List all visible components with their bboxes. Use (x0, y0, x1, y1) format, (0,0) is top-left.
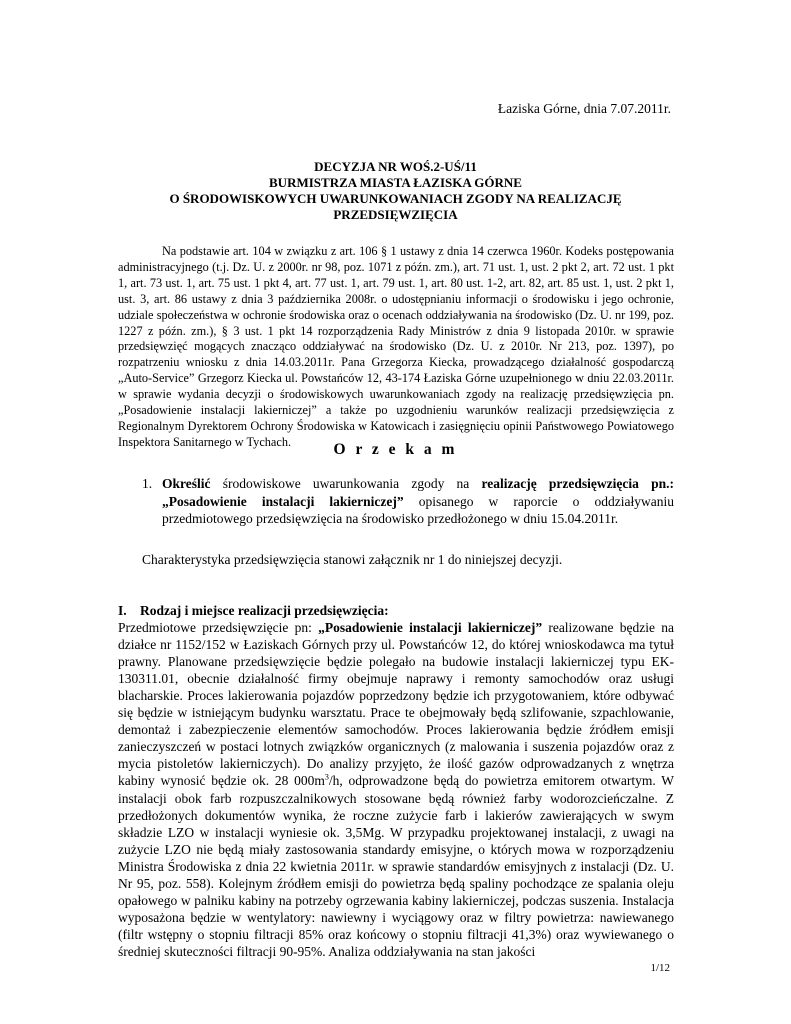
legal-basis-text: Na podstawie art. 104 w związku z art. 106 § 1 ustawy z dnia 14 czerwca 1960r. Kodeks postępowania administracyjnego (t.j. Dz. U. z 2000r. nr 98, poz. 1071 z późn. zm.), art. 71 ust. 1, ust. 2 pkt 2, art. 72 ust. 1 pkt 1, art. 73 ust. 1, art. 75 ust. 1 pkt 4, art. 77 ust. 1, art. 79 ust. 1, art. 80 ust. 1-2, art. 82, art. 85 ust. 1, ust. 2 pkt 1, ust. 3, art. 86 ustawy z dnia 3 października 2008r. o udostępnianiu informacji o środowisku i jego ochronie, udziale społeczeństwa w ochronie środowiska oraz o ocenach oddziaływania na środowisko (Dz. U. nr 199, poz. 1227 z późn. zm.), § 3 ust. 1 pkt 14 rozporządzenia Rady Ministrów z dnia 9 listopada 2010r. w sprawie przedsięwzięć mogących znacząco oddziaływać na środowisko (Dz. U. z 2010r. Nr 213, poz. 1397), po rozpatrzeniu wniosku z dnia 14.03.2011r. Pana Grzegorza Kiecka, prowadzącego działalność gospodarczą „Auto-Service” Grzegorz Kiecka ul. Powstańców 12, 43-174 Łaziska Górne uzupełnionego w dniu 22.03.2011r. w sprawie wydania decyzji o środowiskowych uwarunkowaniach zgody na realizację przedsięwzięcia pn. „Posadowienie instalacji lakierniczej” a także po uzgodnieniu warunków realizacji przedsięwzięcia z Regionalnym Dyrektorem Ochrony Środowiska w Katowicach i zasięgnięciu opinii Państwowego Powiatowego Inspektora Sanitarnego w Tychach. (118, 244, 674, 449)
section-1-body (118, 619, 674, 960)
section-1-heading (118, 602, 674, 619)
point-bold-verb: Określić (162, 476, 211, 491)
orzekam-heading: O r z e k a m (333, 441, 458, 458)
section-1-superscript: 3 (324, 772, 329, 782)
section-1-text-b: /h, odprowadzone będą do powietrza emitorem otwartym. W instalacji obok farb rozpuszczalnikowych stosowane będą również farby wodorozcieńczalne. Z przedłożonych dokumentów wynika, że roczne zużycie farb i lakierów zawierających w swym składzie LZO w instalacji wyniesie ok. 3,5Mg. W przypadku projektowanej instalacji, z uwagi na zużycie LZO nie będą miały zastosowania standardy emisyjne, o których mowa w rozporządzeniu Ministra Środowiska z dnia 22 kwietnia 2011r. w sprawie standardów emisyjnych z instalacji (Dz. U. Nr 95, poz. 558). Kolejnym źródłem emisji do powietrza będą spaliny pochodzące ze spalania oleju opałowego w palniku kabiny na potrzeby ogrzewania kabiny lakierniczej, podczas suszenia. Instalacja wyposażona będzie w wentylatory: nawiewny i wyciągowy oraz w filtry powietrza: nawiewanego (filtr wstępny o stopniu filtracji 85% oraz końcowy o stopniu filtracji 41,3%) oraz wywiewanego o średniej skuteczności filtracji 90-95%. Analiza oddziaływania na stan jakości (118, 773, 674, 959)
section-1-text-a: realizowane będzie na działce nr 1152/152 w Łaziskach Górnych przy ul. Powstańców 12, do której wnioskodawca ma tytuł prawny. Planowane przedsięwzięcie będzie polegało na budowie instalacji lakierniczej typu EK-130311.01, obecnie działalność firmy obejmuje naprawy i remonty samochodów oraz usługi blacharskie. Proces lakierowania pojazdów poprzedzony będzie ich przygotowaniem, które odbywać się będzie w istniejącym budynku warsztatu. Prace te obejmowały będą szlifowanie, szpachlowanie, demontaż i zabezpieczenie elementów samochodów. Proces lakierowania będzie źródłem emisji zanieczyszczeń w postaci lotnych związków organicznych (z malowania i suszenia pojazdów oraz z mycia pistoletów lakierniczych). Do analizy przyjęto, że ilość gazów odprowadzanych z wnętrza kabiny wynosić będzie ok. 28 000m (118, 620, 674, 789)
page-number: 1/12 (650, 962, 670, 974)
document-title (116, 159, 675, 223)
title-line-2: BURMISTRZA MIASTA ŁAZISKA GÓRNE (269, 175, 522, 190)
section-1-title: Rodzaj i miejsce realizacji przedsięwzięcia: (140, 603, 389, 618)
point-text-1: środowiskowe uwarunkowania zgody na (210, 476, 482, 491)
characteristics-note: Charakterystyka przedsięwzięcia stanowi załącznik nr 1 do niniejszej decyzji. (142, 552, 563, 567)
section-1-lead-bold: „Posadowienie instalacji lakierniczej” (318, 620, 543, 636)
title-line-1: DECYZJA NR WOŚ.2-UŚ/11 (314, 159, 477, 174)
point-body (162, 475, 674, 528)
document-date: Łaziska Górne, dnia 7.07.2011r. (497, 101, 671, 116)
section-1-lead: Przedmiotowe przedsięwzięcie pn: (118, 620, 319, 636)
title-line-4: PRZEDSIĘWZIĘCIA (333, 207, 458, 222)
point-bold-project: realizację przedsięwzięcia pn.: „Posadowienie instalacji lakierniczej” (162, 476, 674, 509)
legal-basis-paragraph (118, 244, 674, 451)
section-1-number: I. (118, 603, 127, 618)
point-number: 1. (142, 476, 153, 491)
section-1 (118, 602, 674, 960)
decision-point-1 (142, 475, 674, 528)
title-line-3: O ŚRODOWISKOWYCH UWARUNKOWANIACH ZGODY NA REALIZACJĘ (169, 191, 622, 206)
point-text-2: opisanego w raporcie o oddziaływaniu przedmiotowego przedsięwzięcia na środowisko przedłożonego w dniu 15.04.2011r. (162, 493, 674, 526)
